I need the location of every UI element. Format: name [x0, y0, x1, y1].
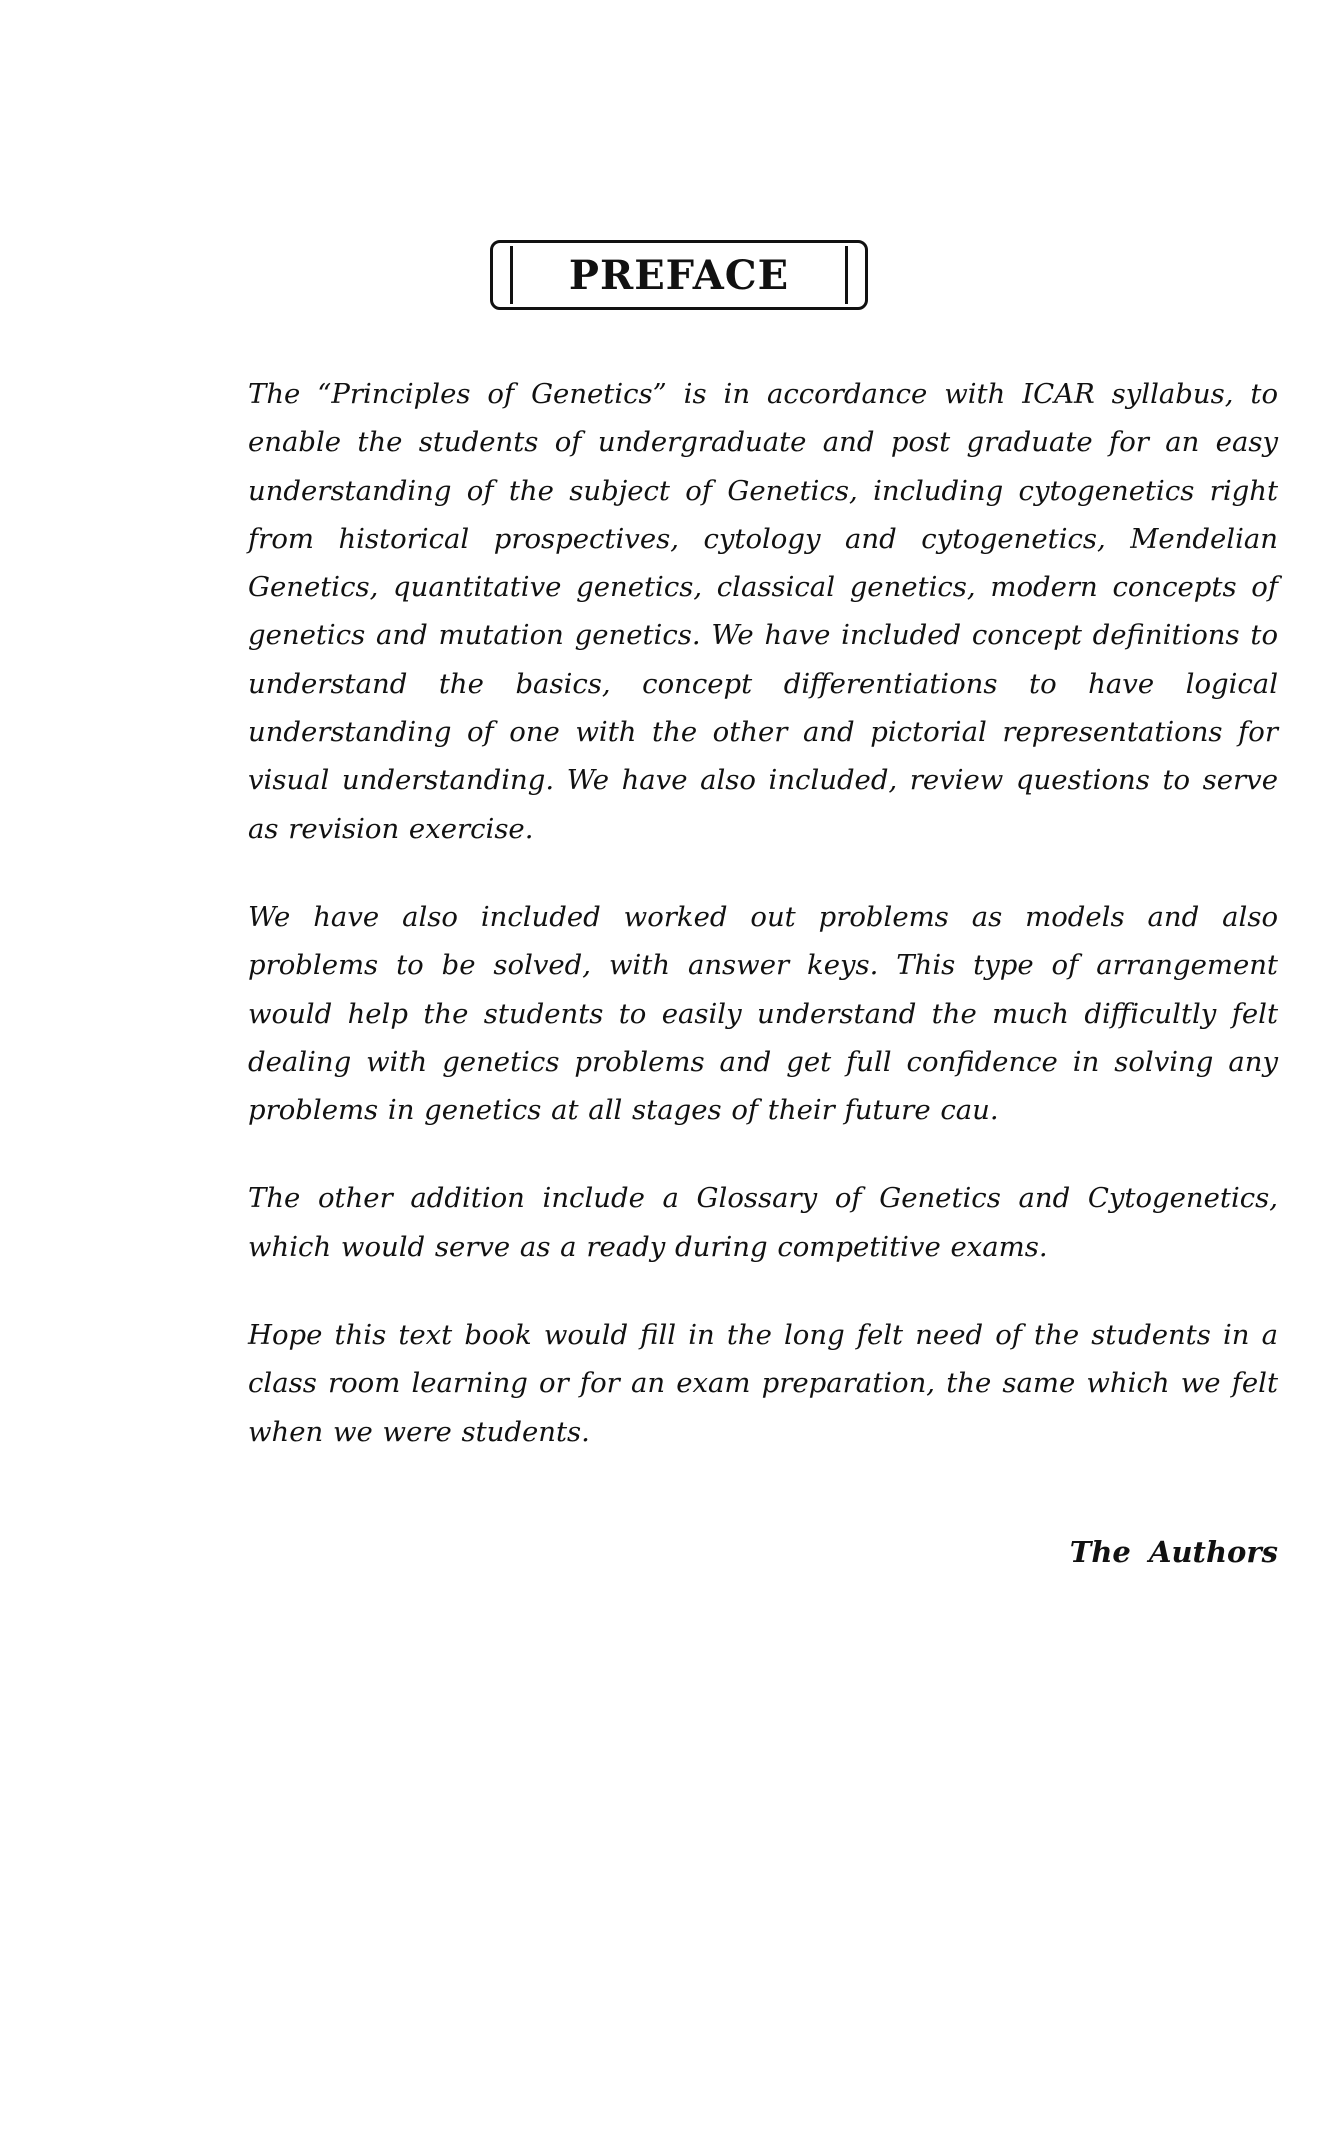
paragraph-closing: Hope this text book would fill in the long felt need of the students in a class room learning or for an exam preparation, the same which we felt when we were students.: [248, 1319, 1278, 1448]
paragraph-problems: We have also included worked out problems as models and also problems to be solved, with answer keys. This type of arrangement would help the students to easily understand the much difficultly felt dealing with genetics problems and get full confidence in solving any problems in genetics at all stages of their future cau.: [248, 900, 1278, 1127]
author-signature: The Authors: [1069, 1535, 1278, 1569]
paragraph-intro: The “Principles of Genetics” is in accordance with ICAR syllabus, to enable the students of undergraduate and post graduate for an easy understanding of the subject of Genetics, including cytogenetics right from historical prospectives, cytology and cytogenetics, Mendelian Genetics, quantitative genetics, classical genetics, modern concepts of genetics and mutation genetics. We have included concept definitions to understand the basics, concept differentiations to have logical understanding of one with the other and pictorial representations for visual understanding. We have also included, review questions to serve as revision exercise.: [248, 378, 1278, 845]
preface-body: [248, 370, 1278, 1496]
heading-frame: [490, 240, 868, 310]
heading-inner-frame: [510, 246, 848, 304]
paragraph-glossary: The other addition include a Glossary of Genetics and Cytogenetics, which would serve as a ready during competitive exams.: [248, 1182, 1278, 1263]
page-title: PREFACE: [568, 251, 790, 299]
